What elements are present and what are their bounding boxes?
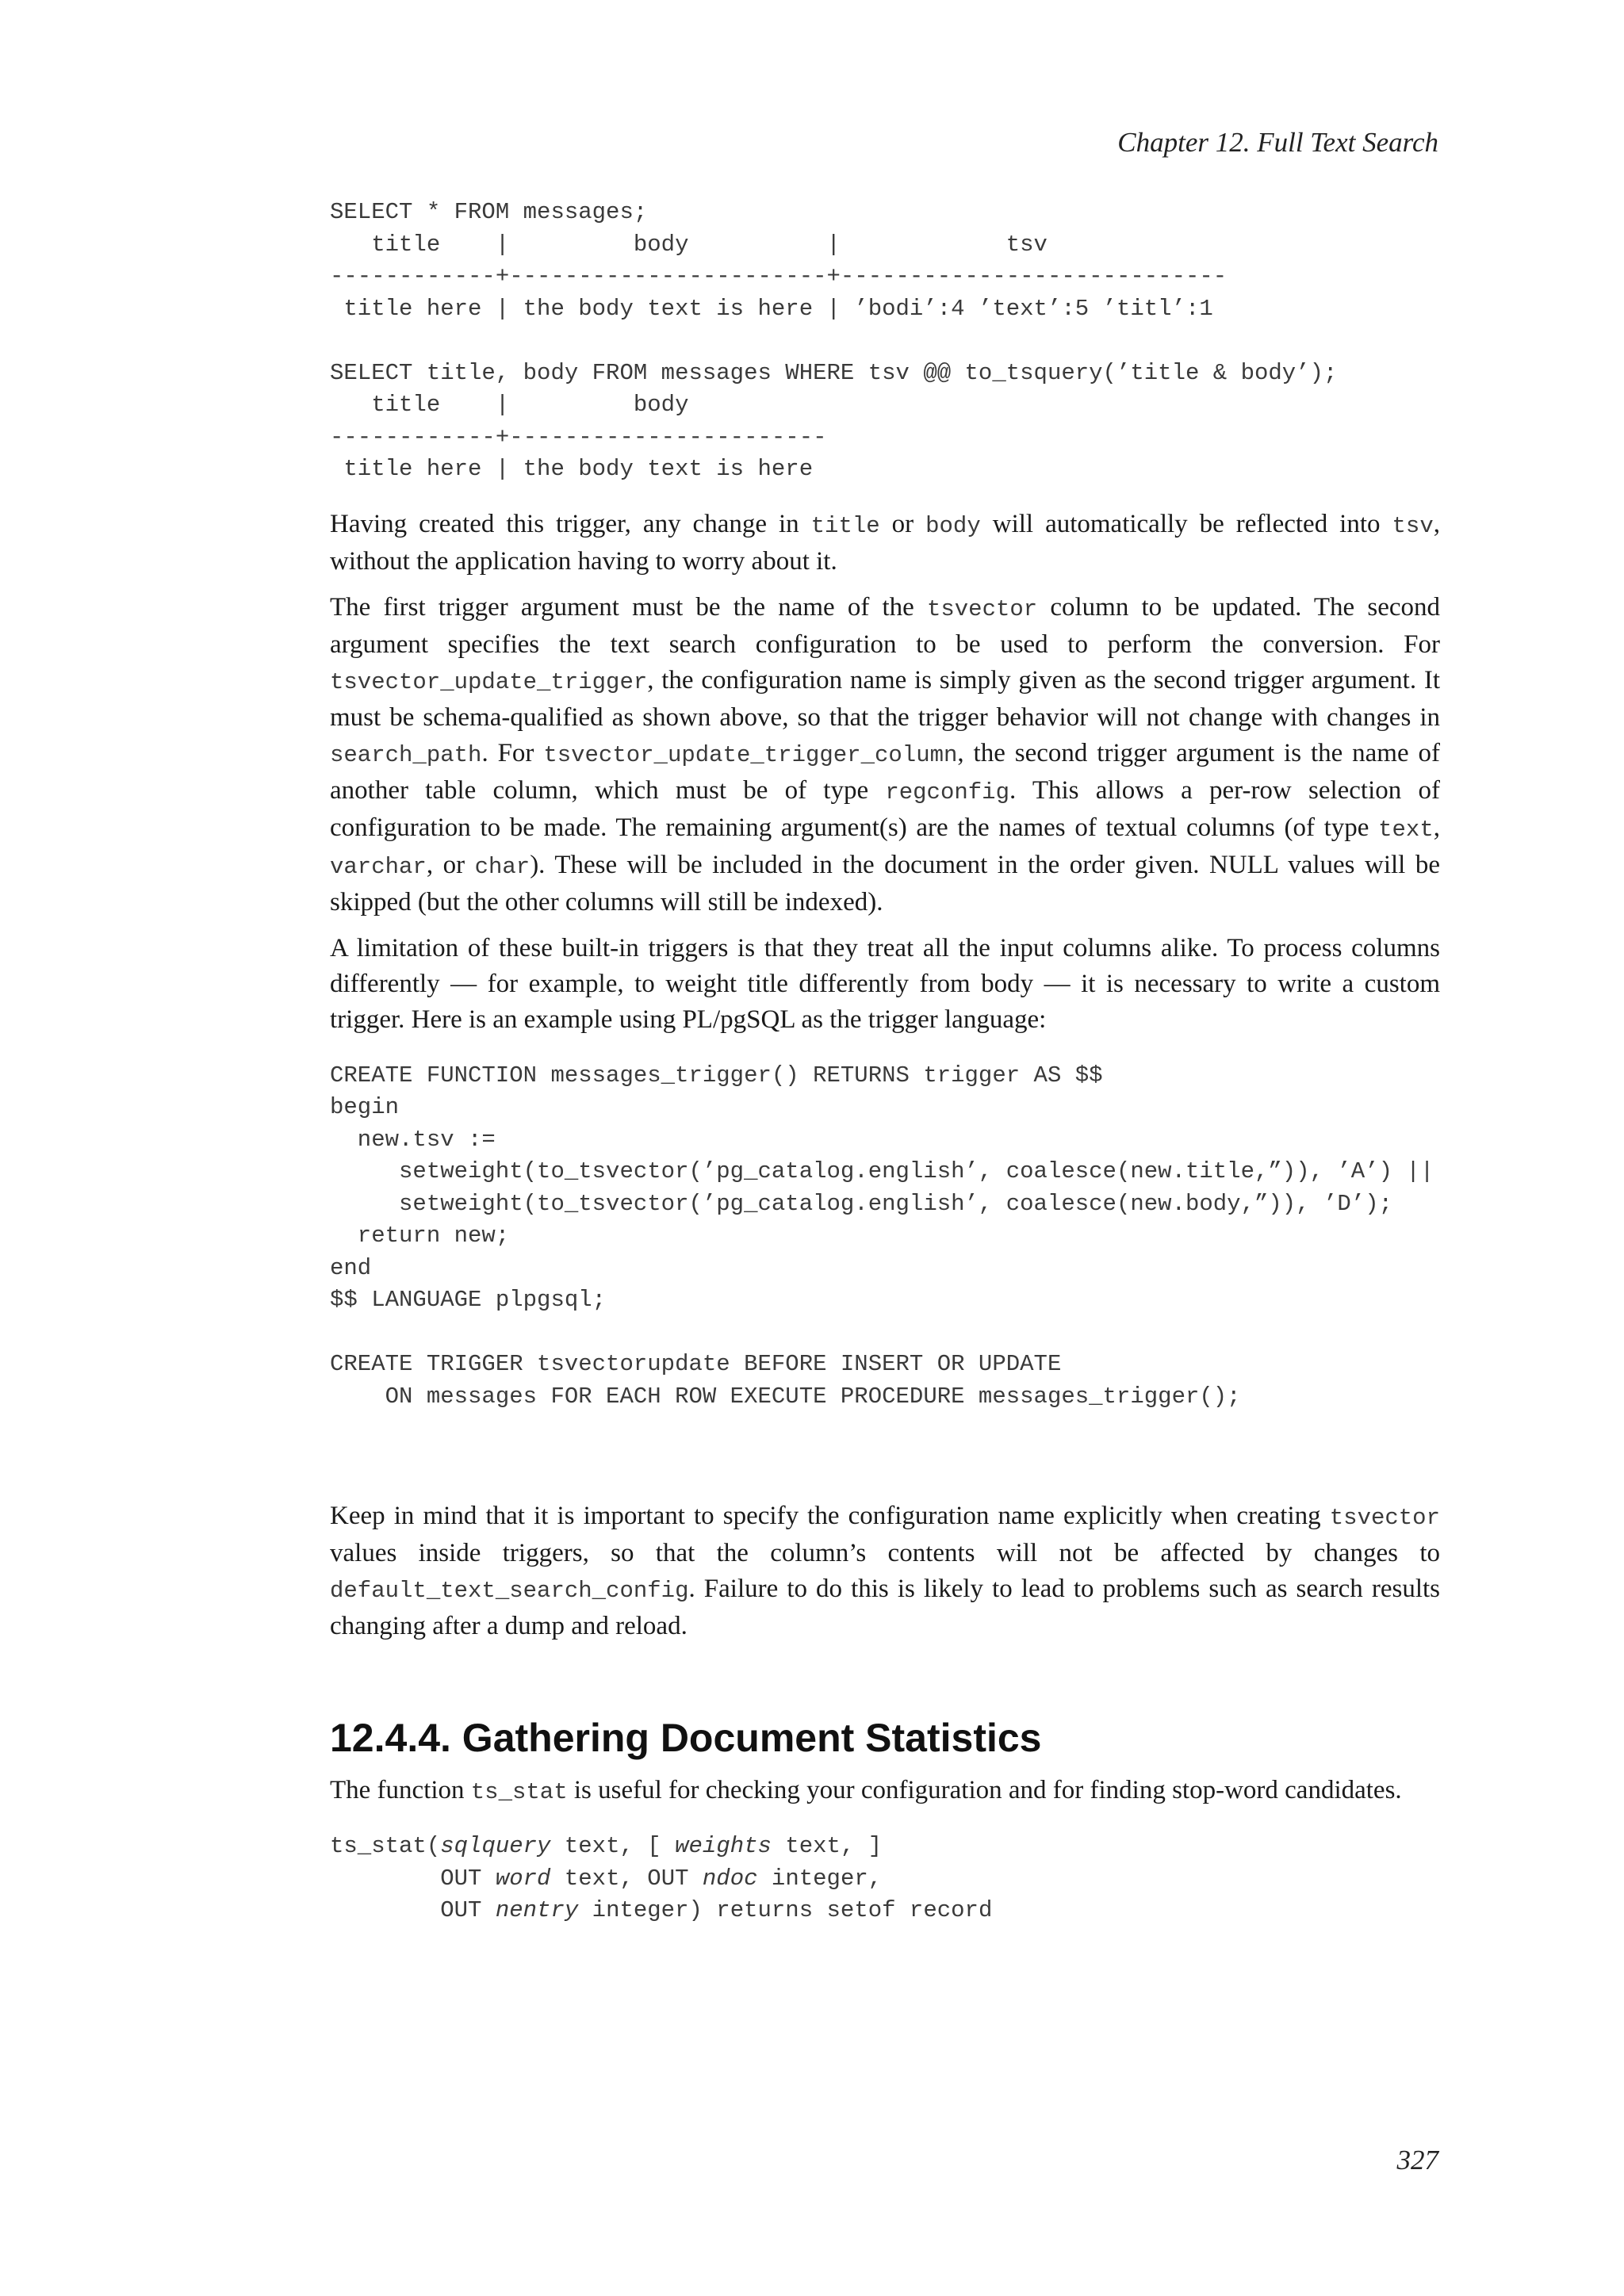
code-line: CREATE FUNCTION messages_trigger() RETURNS trigger AS $$ <box>330 1062 1103 1089</box>
code-line: title | body | tsv <box>330 231 1048 258</box>
page-content <box>330 197 1440 1927</box>
code-line: end <box>330 1254 372 1281</box>
code-line: $$ LANGUAGE plpgsql; <box>330 1287 607 1313</box>
code-line: ON messages FOR EACH ROW EXECUTE PROCEDURE messages_trigger(); <box>330 1383 1241 1410</box>
code-line: title | body <box>330 392 689 418</box>
code-block-query-results <box>330 197 1440 486</box>
code-line: SELECT * FROM messages; <box>330 199 648 225</box>
paragraph-trigger-effect: Having created this trigger, any change in title or body will automatically be reflected into tsv, without the application having to worry about it. <box>330 509 1440 576</box>
paragraph-trigger-arguments: The first trigger argument must be the name of the tsvector column to be updated. The second argument specifies the text search configuration to be used to perform the conversion. For tsvector_update_trigger, the configuration name is simply given as the second trigger argument. It must be schema-qualified as shown above, so that the trigger behavior will not change with changes in search_path. For tsvector_update_trigger_column, the second trigger argument is the name of another table column, which must be of type regconfig. This allows a per-row selection of configuration to be made. The remaining argument(s) are the names of textual columns (of type text, varchar, or char). These will be included in the document in the order given. NULL values will be skipped (but the other columns will still be indexed). <box>330 592 1440 916</box>
code-line: ------------+-----------------------+---------------------------- <box>330 263 1228 289</box>
chapter-header: Chapter 12. Full Text Search <box>1117 127 1438 158</box>
code-block-ts-stat-signature: ts_stat(sqlquery text, [ weights text, ] OUT word text, OUT ndoc integer, OUT nentry integer) returns setof record <box>330 1833 993 1923</box>
code-line: ------------+----------------------- <box>330 423 827 450</box>
code-line: new.tsv := <box>330 1126 496 1153</box>
code-line: title here | the body text is here | ’bodi’:4 ’text’:5 ’titl’:1 <box>330 295 1213 322</box>
paragraph-configuration-note: Keep in mind that it is important to specify the configuration name explicitly when creating tsvector values inside triggers, so that the column’s contents will not be affected by changes to default_text_search_config. Failure to do this is likely to lead to problems such as search results changing after a dump and reload. <box>330 1502 1440 1640</box>
code-line: CREATE TRIGGER tsvectorupdate BEFORE INSERT OR UPDATE <box>330 1351 1062 1377</box>
paragraph-ts-stat-intro: The function ts_stat is useful for checking your configuration and for finding stop-word candidates. <box>330 1776 1402 1805</box>
code-line: begin <box>330 1094 400 1120</box>
code-line: setweight(to_tsvector(’pg_catalog.english’, coalesce(new.title,”)), ’A’) || <box>330 1158 1434 1184</box>
code-line: title here | the body text is here <box>330 456 814 482</box>
code-block-plpgsql-trigger <box>330 1060 1440 1414</box>
page-number: 327 <box>1396 2145 1438 2175</box>
code-line: SELECT title, body FROM messages WHERE tsv @@ to_tsquery(’title & body’); <box>330 359 1338 386</box>
paragraph-limitation: A limitation of these built-in triggers is that they treat all the input columns alike. To process columns differently — for example, to weight title differently from body — it is necessary to write a custom trigger. Here is an example using PL/pgSQL as the trigger language: <box>330 933 1440 1034</box>
code-line: return new; <box>330 1223 510 1249</box>
section-heading: 12.4.4. Gathering Document Statistics <box>330 1716 1042 1760</box>
code-line: setweight(to_tsvector(’pg_catalog.english’, coalesce(new.body,”)), ’D’); <box>330 1190 1393 1217</box>
